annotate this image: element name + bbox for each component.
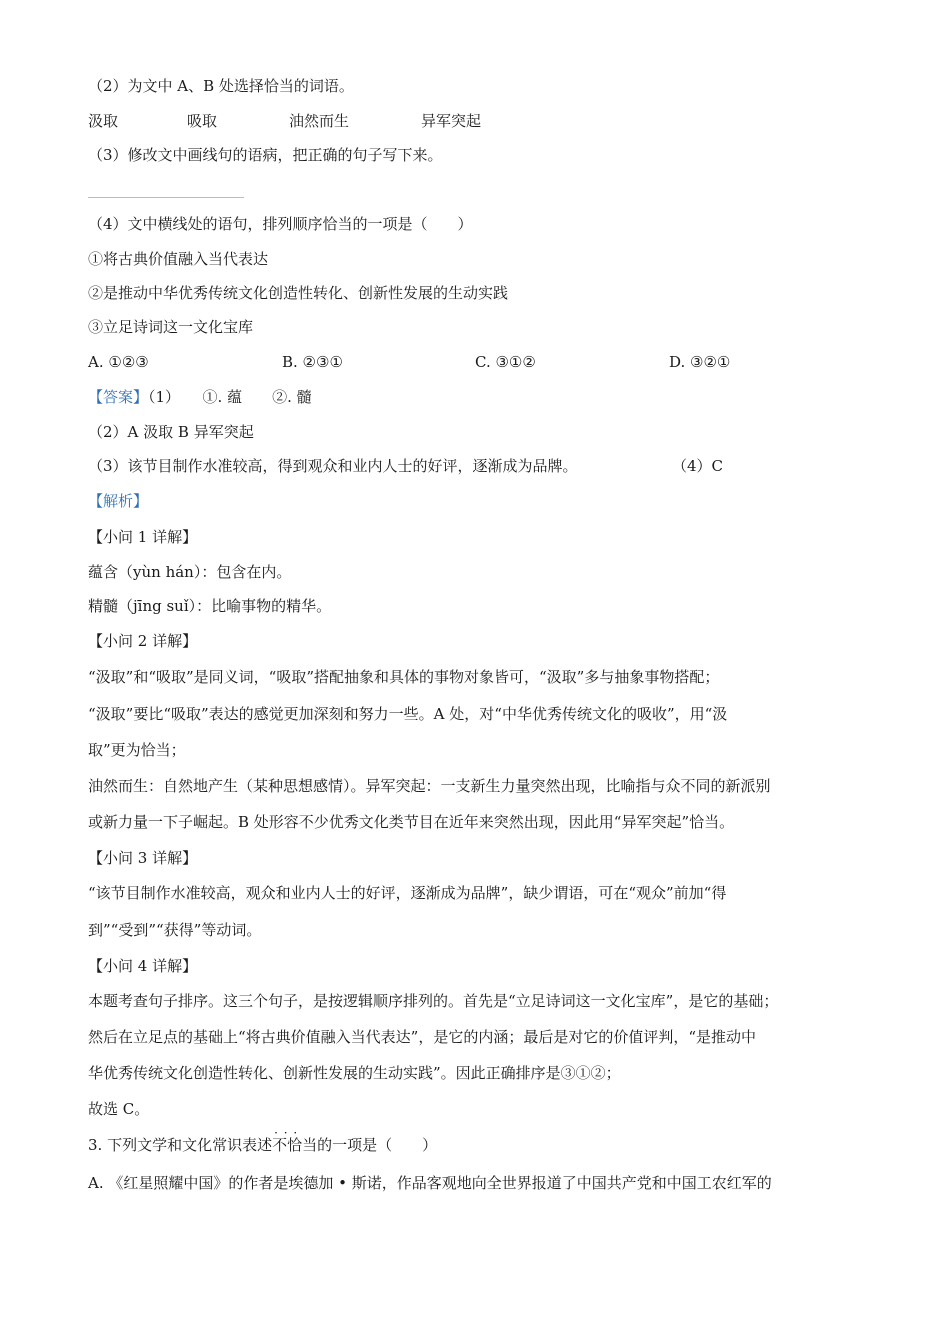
- detail-3a: “该节目制作水准较高，观众和业内人士的好评，逐渐成为品牌”，缺少谓语，可在“观众”前加“得: [88, 884, 727, 902]
- next-question-start: 3. 下列文学和文化常识表述: [88, 1136, 273, 1154]
- answer-4: （4）C: [672, 457, 724, 475]
- detail-2d: 油然而生：自然地产生（某种思想感情）。异军突起：一支新生力量突然出现，比喻指与众不同的新派别: [88, 777, 771, 795]
- sentence-2: ②是推动中华优秀传统文化创造性转化、创新性发展的生动实践: [88, 284, 509, 302]
- detail-2a: “汲取”和“吸取”是同义词，“吸取”搭配抽象和具体的事物对象皆可，“汲取”多与抽象事物搭配；: [88, 668, 720, 686]
- analysis-label: 【解析】: [88, 492, 149, 510]
- sub-heading-2: 【小问 2 详解】: [88, 632, 198, 650]
- choice-b: B. ②③①: [282, 353, 343, 371]
- sub-heading-1: 【小问 1 详解】: [88, 528, 198, 546]
- next-question-end: 的一项是（ ）: [317, 1136, 438, 1154]
- question-4-prompt: （4）文中横线处的语句，排列顺序恰当的一项是（ ）: [88, 215, 473, 233]
- detail-3b: 到”“受到”“获得”等动词。: [88, 921, 262, 939]
- sub-heading-3: 【小问 3 详解】: [88, 849, 198, 867]
- next-question: [88, 1135, 437, 1155]
- word-option-2: 吸取: [187, 112, 218, 130]
- detail-4c: 华优秀传统文化创造性转化、创新性发展的生动实践”。因此正确排序是③①②；: [88, 1064, 621, 1082]
- emphasis-dotted: · · · 不恰当: [272, 1135, 317, 1155]
- question-2-prompt: （2）为文中 A、B 处选择恰当的词语。: [88, 77, 354, 95]
- sentence-1: ①将古典价值融入当代表达: [88, 250, 269, 268]
- choice-c: C. ③①②: [475, 353, 536, 371]
- answer-1: （1） ①. 蕴 ②. 髓: [148, 388, 312, 406]
- sentence-3: ③立足诗词这一文化宝库: [88, 318, 254, 336]
- detail-4d: 故选 C。: [88, 1100, 150, 1118]
- detail-2e: 或新力量一下子崛起。B 处形容不少优秀文化类节目在近年来突然出现，因此用“异军突起”恰当。: [88, 813, 735, 831]
- detail-1a: 蕴含（yùn hán）：包含在内。: [88, 563, 292, 581]
- choice-a: A. ①②③: [88, 353, 149, 371]
- choice-d: D. ③②①: [669, 353, 731, 371]
- answer-blank-line: [88, 197, 244, 198]
- answer-3: （3）该节目制作水准较高，得到观众和业内人士的好评，逐渐成为品牌。: [88, 457, 578, 475]
- detail-1b: 精髓（jīng suǐ）：比喻事物的精华。: [88, 597, 332, 615]
- word-option-1: 汲取: [88, 112, 119, 130]
- detail-4b: 然后在立足点的基础上“将古典价值融入当代表达”，是它的内涵；最后是对它的价值评判，“是推动中: [88, 1028, 757, 1046]
- detail-4a: 本题考查句子排序。这三个句子，是按逻辑顺序排列的。首先是“立足诗词这一文化宝库”，是它的基础；: [88, 992, 779, 1010]
- detail-2c: 取”更为恰当；: [88, 741, 186, 759]
- answer-2: （2）A 汲取 B 异军突起: [88, 423, 254, 441]
- next-option-a: A. 《红星照耀中国》的作者是埃德加 • 斯诺，作品客观地向全世界报道了中国共产党和中国工农红军的: [88, 1174, 772, 1192]
- detail-2b: “汲取”要比“吸取”表达的感觉更加深刻和努力一些。A 处，对“中华优秀传统文化的吸收”，用“汲: [88, 705, 728, 723]
- answer-label: 【答案】: [88, 388, 149, 406]
- sub-heading-4: 【小问 4 详解】: [88, 957, 198, 975]
- word-option-3: 油然而生: [289, 112, 350, 130]
- word-option-4: 异军突起: [421, 112, 482, 130]
- question-3-prompt: （3）修改文中画线句的语病，把正确的句子写下来。: [88, 146, 443, 164]
- answer-line-1: [88, 387, 312, 407]
